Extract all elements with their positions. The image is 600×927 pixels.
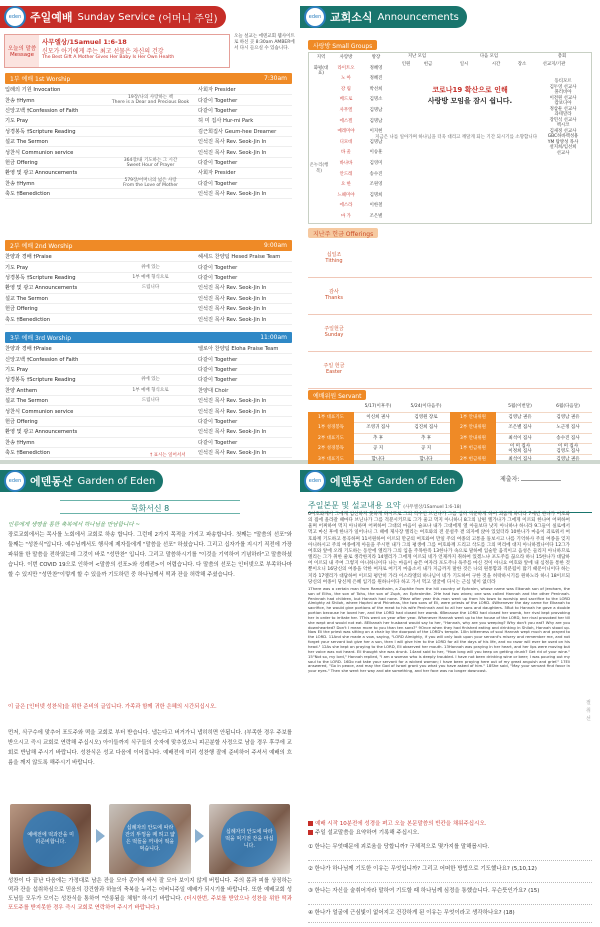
service-2-header	[5, 240, 292, 251]
message-title-en: The Best Gift A Mother Gives Her Baby Is Her Own Health	[42, 55, 175, 60]
offering-label: 주일 헌금 Easter	[323, 363, 345, 375]
group-leader: 김영미	[369, 161, 383, 166]
order-row	[5, 252, 292, 262]
order-row	[5, 273, 292, 283]
group-leader: 김명남	[369, 139, 383, 145]
order-row	[5, 95, 292, 105]
order-row	[5, 158, 292, 168]
corona-line-2: 사랑방 모임을 잠시 쉽니다.	[427, 97, 513, 105]
servants-head	[308, 402, 592, 413]
grid-subhead: 인원	[401, 62, 411, 67]
order-item: 기도 Pray	[5, 118, 29, 125]
announcements-panel	[300, 0, 600, 460]
order-item: 환영 및 광고 Announcements	[5, 285, 78, 292]
group-leader: 정혜진	[369, 76, 383, 82]
group-name: 바 울	[341, 150, 351, 156]
group-name: 느헤미야	[337, 192, 355, 198]
group-name: 사무엘	[339, 108, 353, 113]
sermon-summary-header	[300, 470, 463, 492]
summary-ref: (사무엘상/1Samuel 1:6-18)	[403, 505, 462, 510]
servants-cell: 2부 안내위원	[450, 423, 496, 434]
panel-title-en: Garden of Eden	[377, 475, 456, 487]
servants-head-cell: 5/24(이다음주)	[410, 404, 442, 410]
question-2: ② 한나가 하나님께 기도한 이유는 무엇입니까? 그리고 어떠한 방법으로 기도했나요? (5,10,12)	[308, 866, 537, 872]
group-name: 베드로	[339, 97, 353, 103]
servants-cell: 1부 대표기도	[308, 412, 354, 423]
service-3-time: 11:00am	[260, 334, 287, 341]
group-name: 노 아	[341, 76, 351, 82]
order-detail: 364장/내 기도하는 그 시간 Sweet Hour of Prayer	[123, 157, 178, 168]
servants-cell: 이 미 집사 김영도 집사	[556, 443, 580, 454]
group-leader: 박선희	[369, 86, 383, 92]
mission-item: 멕시코	[556, 123, 570, 128]
order-item: 찬송 †Hymn	[5, 439, 35, 446]
order-detail: 위에 있는	[141, 264, 160, 270]
order-item: 헌금 Offering	[5, 418, 38, 425]
devotion-highlight: 이 글은 [인터넷 성찬식]을 위한 준비의 글입니다. 가족과 함께 귀한 은혜의 시간되십시오.	[8, 704, 217, 710]
order-item: 축도 †Benediction	[5, 191, 51, 198]
group-name: 예레미야	[337, 129, 355, 135]
order-row	[5, 406, 292, 416]
order-item: 기도 Pray	[5, 366, 29, 373]
order-leader: 다같이 Together	[198, 159, 238, 166]
communion-photo-1	[10, 804, 91, 874]
service-2-label: 2부 예배 2nd Worship	[10, 243, 73, 250]
order-leader: 인석진 목사 Rev. Seok-Jin In	[198, 191, 267, 198]
answer-line-4[interactable]	[308, 922, 592, 923]
panel-title-en: Garden of Eden	[77, 475, 156, 487]
order-item: 설교 The Sermon	[5, 295, 49, 302]
grid-head: 지난 모임	[407, 54, 427, 59]
servants-cell: 2부 성경봉독	[308, 444, 354, 455]
square-bullet-icon	[308, 821, 313, 826]
servants-cell: 조은별 집사	[508, 425, 532, 431]
devotion-body-3	[8, 877, 292, 913]
communion-photo-3	[209, 804, 290, 874]
arrow-right-icon	[195, 829, 204, 843]
servants-cell: 2부 대표기도	[308, 433, 354, 444]
photo-caption: 십례자의 안도에 따라 잔의 뚜껑을 떼 띄고 얇은 떡들을 꺼내어 떡을 먹습니다.	[122, 811, 178, 867]
order-leader: 다같이 Together	[198, 107, 238, 114]
order-row	[5, 116, 292, 126]
service-1-label: 1부 예배 1st Worship	[10, 76, 71, 83]
order-leader: 인석진 목사 Rev. Seok-Jin In	[198, 429, 267, 436]
order-row	[5, 386, 292, 396]
order-item: 찬양과 경배 †Praise	[5, 346, 52, 353]
servants-title: 예배위원 Servant	[308, 390, 366, 400]
order-row	[5, 189, 292, 199]
order-row	[5, 106, 292, 116]
grid-subhead: 헌금	[423, 62, 433, 67]
service-2-time: 9:00am	[264, 242, 287, 249]
servants-cell: 이 미 집사 이정희 집사	[508, 443, 532, 454]
instruction-2	[308, 829, 419, 837]
order-detail: 579장/어머니의 넓은 사랑 From the Love of Mother	[122, 178, 179, 189]
servants-cell: 공 지	[420, 446, 432, 452]
servants-head-cell: 5/17(이후주)	[364, 404, 392, 410]
order-item: 환영 및 광고 Announcements	[5, 429, 78, 436]
grid-head: 다음 모임	[479, 54, 499, 59]
order-leader: 김근희집사 Geum-hee Dreamer	[198, 128, 277, 135]
order-row	[5, 375, 292, 385]
group-leader: 김명남	[369, 108, 383, 113]
devotion-body-2: 먼저, 식구수에 맞추어 포도주와 떡을 교회로 부터 받습니다. 냅는다고 버거가니 냅히히면 안됩니다. (부족한 경우 주보를 받으시고 즉시 교회로 연락해 주십시오) 아이들까지 식구들의 숫자에 맞추었으니 피곤분할 사정으로 남을 경우 후쿠에 교회로 반납해 주시기 바랍니다. 성찬식은 성교 다음에 이어집니다. 예배전에 미리 성찬행 잘에 준비하어 주셔서 예배의 흐름을 깨지 않도록 해주시기 바랍니다.	[8, 730, 292, 766]
order-item: 신앙고백 †Confession of Faith	[5, 107, 79, 114]
order-leader: 헤세드 찬양팀 Hesed Praise Team	[198, 254, 281, 261]
servants-cell: 1부 안내위원	[450, 412, 496, 423]
mission-item: YM 탐방성 목사	[547, 139, 579, 145]
order-leader: 사회자 Presider	[198, 170, 236, 177]
church-logo-icon: eden	[304, 470, 326, 492]
order-item: 설교 The Sermon	[5, 139, 49, 146]
grid-subhead: 장소	[517, 62, 527, 67]
message-row	[4, 34, 296, 68]
order-item: 신앙고백 †Confession of Faith	[5, 356, 79, 363]
order-row	[5, 85, 292, 95]
mission-item: 장민석 선교사	[549, 117, 577, 123]
panel-title: 에덴동산	[330, 475, 373, 488]
servants-cell: 합니다	[371, 456, 385, 462]
servants-cell: 이신희 권사	[366, 414, 390, 420]
order-row	[5, 127, 292, 137]
instruction-2-text: 주일 설교말씀을 요약하여 기록해 주십시오.	[315, 830, 420, 836]
order-leader: 인석진 목사 Rev. Seok-Jin In	[198, 398, 267, 405]
message-box	[4, 34, 230, 68]
region-label: 화평(대표)	[313, 65, 329, 77]
order-row	[5, 438, 292, 448]
message-reference: 사무엘상/1Samuel 1:6-18	[42, 38, 127, 46]
replay-note: 오늘 설교는 에덴교회 웹사이트로 하신 곳 8:30am AMBER에서 다시 들으실 수 있습니다.	[234, 34, 295, 51]
panel-title-en: Sunday Service	[77, 11, 156, 23]
order-leader: 엘로아 찬양팀 Eloha Praise Team	[198, 346, 279, 353]
devotion-title: 묵화서신 8	[60, 500, 240, 514]
church-logo-icon: eden	[304, 6, 326, 28]
answer-line-2[interactable]	[308, 882, 592, 883]
order-leader: 다같이 Together	[198, 356, 238, 363]
order-item: 찬양 Anthem	[5, 387, 38, 394]
order-leader: 다같이 Together	[198, 439, 238, 446]
submitter-label: 제출자:	[500, 476, 520, 483]
answer-line-1[interactable]	[308, 860, 592, 861]
order-item: 성찬식 Communion service	[5, 149, 74, 156]
order-detail: 1부 예배 형식으로	[132, 274, 169, 280]
order-leader: 다같이 Together	[198, 274, 238, 281]
order-row	[5, 314, 292, 324]
group-leader: 조은별	[369, 214, 383, 219]
order-leader: 인석진 목사 Rev. Seok-Jin In	[198, 139, 267, 146]
scripture-korean: 6여호와께서 그에게 임신하지 못하게 하시므로 그의 적수인 브닌나가 그를 심히 격분하게 하여 괴롭게 하더라 7매년 한나가 여호와의 집에 올라갈 때마다 브닌나가 그를 격분시키므로 그가 울고 먹지 아니하니 8그의 남편 엘가나가 그에게 이르되 한나여 어찌하여 울며 어찌하여 먹지 아니하며 어찌하여 그대의 마음이 슬프냐 내가 그대에게 열 아들보다 낫지 아니하냐 하니라 9그들이 실로에서 먹고 마신 후에 한나가 일어나니 그 때에 제사장 엘리는 여호와의 전 문설주 곁 의자에 앉아 있었더라 10한나가 마음이 괴로워서 여호와께 기도하고 통곡하며 11서원하여 이르되 만군의 여호와여 만일 주의 여종의 고통을 돌보시고 나를 기억하사 주의 여종을 잊지 아니하시고 주의 여종에게 아들을 주시면 내가 그의 평생에 그를 여호와께 드리고 삭도를 그의 머리에 대지 아니하겠나이다 12그가 여호와 앞에 오래 기도하는 동안에 엘리가 그의 입을 주목한즉 13한나가 속으로 말하매 입술만 움직이고 음성은 들리지 아니하므로 엘리는 그가 취한 줄로 생각한지라 14엘리가 그에게 이르되 네가 언제까지 취하여 있겠느냐 포도주를 끊으라 하니 15한나가 대답하여 이르되 내 주여 그렇지 아니하니이다 나는 마음이 슬픈 여자라 포도주나 독주를 마신 것이 아니요 여호와 앞에 내 심정을 통한 것뿐이오니 16당신의 여종을 악한 여자로 여기지 마옵소서 내가 지금까지 말한 것은 나의 원통함과 격분됨이 많기 때문이니이다 하는지라 17엘리가 대답하여 이르되 평안히 가라 이스라엘의 하나님이 네가 기도하여 구한 것을 허락하시기를 원하노라 하니 18이르되 당신의 여종이 당신께 은혜 입기를 원하나이다 하고 가서 먹고 얼굴에 다시는 근심 빛이 없더라	[308, 512, 570, 585]
cut-line-label: 절취선	[586, 700, 591, 722]
order-leader: 다같이 Together	[198, 264, 238, 271]
order-leader: 인석진 목사 Rev. Seok-Jin In	[198, 316, 267, 323]
arrow-right-icon	[96, 829, 105, 843]
order-leader: 인석진 목사 Rev. Seok-Jin In	[198, 450, 267, 457]
order-item: 찬송 †Hymn	[5, 180, 35, 187]
order-row	[5, 354, 292, 364]
order-item: 환영 및 광고 Announcements	[5, 170, 78, 177]
devotion-body-1: 장로교회에서는 목사를 노회에서 교회로 하송 합니다. 그런데 2가지 목적을 가지고 파송합니다. 첫째는 "말씀의 선포"와 둘째는 "성찬식"입니다. 예수님께서도 행식에 제자들에게 "말씀을 선포" 하셨습니다. 그리고 십자가를 지시기 직전에 가장 파워를 한 말씀을 전하였는데 그것이 바로 "성만찬" 입니다. 그리고 말씀하시기를 "이것을 기억하여 기념하라"고 말씀하셨습니다. 이번 COVID 19으로 인하여 <말씀의 선포>와 성례전>이 어렵습니다. 다 말씀의 선포는 인터넷으로 부족하나마 할 수 있지만 "성만찬"이렇게 할 수 있을까 기도하던 중 하나님께서 떡과 잔을 허락해 주셨습니다.	[8, 532, 292, 578]
servants-cell: 김영남 권유	[508, 414, 532, 420]
offering-row	[308, 277, 592, 315]
offerings-title: 지난주 헌금 Offerings	[308, 228, 378, 238]
order-detail: 드립니다	[141, 398, 160, 404]
order-item: 성찬식 Communion service	[5, 408, 74, 415]
order-row	[5, 427, 292, 437]
order-item: 헌금 Offering	[5, 159, 38, 166]
servants-cell: 3부 대표기도	[308, 454, 354, 465]
order-leader: 인석진 목사 Rev. Seok-Jin In	[198, 285, 267, 292]
sunday-service-panel	[0, 0, 300, 460]
order-leader: 다같이 Together	[198, 180, 238, 187]
offering-label: 주일헌금 Sunday	[324, 326, 344, 338]
group-name: 요 한	[341, 182, 351, 188]
servants-cell: 추 후	[420, 435, 432, 441]
service-1-time: 7:30am	[264, 75, 287, 82]
order-item: 찬양과 경배 †Praise	[5, 254, 52, 261]
devotion-panel	[0, 464, 300, 927]
group-name: 사랑방	[339, 55, 353, 60]
communion-photo-2	[109, 804, 190, 874]
order-row	[5, 179, 292, 189]
question-3: ③ 한나는 자신을 술취어자라 말하여 기도할 때 하나님께 심정을 통했습니다. 무슨뜻인가요? (15)	[308, 888, 540, 894]
announcements-header	[300, 6, 467, 28]
order-item: 성경봉독 †Scripture Reading	[5, 377, 76, 384]
order-row	[5, 396, 292, 406]
order-detail: 드립니다	[141, 285, 160, 291]
group-name: 에스라	[339, 203, 353, 209]
offering-row	[308, 240, 592, 278]
order-leader: 인석진 목사 Rev. Seok-Jin In	[198, 306, 267, 313]
mission-item: 김두영 선교사	[549, 84, 577, 90]
servants-cell: 송수진 집사	[556, 435, 580, 441]
message-label: 오늘의 말씀 Message	[5, 35, 39, 67]
group-leader: 김명희	[369, 192, 383, 198]
order-detail: 1부 예배 형식으로	[132, 387, 169, 393]
order-leader: 인석진 목사 Rev. Seok-Jin In	[198, 149, 267, 156]
servants-head-cell: 5월(이번달)	[508, 404, 532, 410]
order-item: 기도 Pray	[5, 264, 29, 271]
sermon-summary-panel	[300, 464, 600, 927]
church-logo-icon: eden	[4, 470, 26, 492]
servants-cell: 김영남 권유	[556, 456, 580, 462]
servants-cell: 김영남 권유	[556, 414, 580, 420]
order-detail: 위에 있는	[141, 377, 160, 383]
devotion-subtitle: 인류에게 생명을 통한 축복에서 하나님을 만남합니다 ~	[8, 522, 140, 528]
sunday-service-header	[0, 6, 226, 28]
group-leader: 이승훈	[369, 150, 383, 156]
servants-cell: 김영원 장로	[414, 414, 438, 420]
order-item: 축도 †Benediction	[5, 316, 51, 323]
order-item: 헌금 Offering	[5, 306, 38, 313]
mission-item: 동티모르	[554, 79, 572, 84]
order-item: 성경봉독 †Scripture Reading	[5, 128, 76, 135]
group-name: 에스겔	[339, 118, 353, 124]
panel-title-note: (어머니 주일)	[158, 13, 218, 25]
grid-subhead: 시간	[491, 62, 501, 67]
submitter-field[interactable]	[500, 474, 561, 483]
order-row	[5, 365, 292, 375]
offering-label: 감사 Thanks	[325, 289, 343, 301]
order-leader: 다같이 Together	[198, 366, 238, 373]
order-row	[5, 344, 292, 354]
communion-photos	[10, 804, 290, 874]
scripture-english: 1There was a certain man from Ramathaim, a Zuphite from the hill country of Ephraim, whose name was Elkanah son of Jeroham, the son of Elihu, the son of Tohu, the son of Zuph, an Ephraimite. 2He had two wives; one was called Hannah and the other Peninnah. Peninnah had children, but Hannah had none. 3Year after year this man went up from his town to worship and sacrifice to the LORD Almighty at Shiloh, where Hophni and Phinehas, the two sons of Eli, were priests of the LORD. 4Whenever the day came for Elkanah to sacrifice, he would give portions of the meat to his wife Peninnah and to all her sons and daughters. 5But to Hannah he gave a double portion because he loved her, and the LORD had closed her womb. 6Because the LORD had closed her womb, her rival kept provoking her in order to irritate her. 7This went on year after year. Whenever Hannah went up to the house of the LORD, her rival provoked her till she wept and would not eat. 8Elkanah her husband would say to her, "Hannah, why are you weeping? Why don't you eat? Why are you downhearted? Don't I mean more to you than ten sons?" 9Once when they had finished eating and drinking in Shiloh, Hannah stood up. Now Eli the priest was sitting on a chair by the doorpost of the LORD's temple. 10In bitterness of soul Hannah wept much and prayed to the LORD. 11And she made a vow, saying, "LORD Almighty, if you will only look upon your servant's misery and remember me, and not forget your servant but give her a son, then I will give him to the LORD for all the days of his life, and no razor will ever be used on his head." 12As she kept on praying to the LORD, Eli observed her mouth. 13Hannah was praying in her heart, and her lips were moving but her voice was not heard. Eli thought she was drunk. 14and said to her, "How long will you keep on getting drunk? Get rid of your wine." 15"Not so, my lord," Hannah replied, "I am a woman who is deeply troubled. I have not been drinking wine or beer; I was pouring out my soul to the LORD. 16Do not take your servant for a wicked woman; I have been praying here out of my great anguish and grief." 17Eli answered, "Go in peace, and may the God of Israel grant you what you have asked of him." 18She said, "May your servant find favor in your eyes." Then she went her way and ate something, and her face was no longer downcast.	[308, 585, 570, 674]
grid-subhead: 선교지/기관	[542, 62, 566, 67]
servants-cell: 1부 성경봉독	[308, 423, 354, 434]
summary-title-text: 주일본문 및 설교내용 요약	[308, 501, 401, 510]
order-leader: 허 미 집사 Hur-mi Park	[198, 118, 254, 125]
square-bullet-icon	[308, 830, 313, 835]
mission-item: 과테말라	[554, 112, 572, 117]
servants-row	[308, 434, 592, 445]
question-4: ④ 한나가 얼굴에 근심빛이 없어지고 건강하게 된 이유는 무엇이라고 생각하나요? (18)	[308, 910, 515, 916]
servants-cell: 1부 헌금위원	[450, 444, 496, 455]
group-leader: 정혜영	[369, 65, 383, 71]
panel-title: 에덴동산	[30, 475, 73, 488]
mission-item: 선교사	[556, 150, 570, 156]
mission-item: 김새정 선교사	[549, 128, 577, 134]
group-name: 디모데	[339, 139, 353, 145]
order-item: 축도 †Benediction	[5, 450, 51, 457]
servants-cell: 노근정 집사	[556, 425, 580, 431]
servants-cell: 최석이 집사	[508, 435, 532, 441]
order-row	[5, 304, 292, 314]
mission-item: 정삼둔 선교사	[549, 106, 577, 112]
order-item: 성경봉독 †Scripture Reading	[5, 274, 76, 281]
corona-line-1: 코로나19 확산으로 인해	[432, 86, 508, 94]
servants-row	[308, 423, 592, 434]
grid-head: 총회	[557, 54, 567, 59]
service-3-header	[5, 332, 292, 343]
mission-item: 캄보디아	[554, 101, 572, 106]
message-title: 신모가 아기에게 주는 최고 선물은 자신의 건강	[42, 48, 164, 55]
photo-caption: 십례자의 안도에 따라 떡을 먹기전 잔을 마십니다.	[221, 811, 277, 867]
mission-item: 설지희/임선희	[549, 145, 577, 150]
handwritten-note: 지금은 나를 일아가며 하나님을 더욱 대리고 깨달게 되는 기간 되시기를 소망합니다	[375, 135, 538, 140]
order-row	[5, 417, 292, 427]
corona-notice	[420, 85, 520, 125]
order-row	[5, 262, 292, 272]
servants-cell: 2부 헌금위원	[450, 454, 496, 465]
order-item: 찬송 †Hymn	[5, 97, 35, 104]
group-leader: 송수진	[369, 171, 383, 177]
standing-footnote: † 표시는 일어서서	[150, 453, 186, 458]
order-row	[5, 137, 292, 147]
group-leader: 조원영	[369, 182, 383, 188]
servants-cell: 합니다	[419, 456, 433, 462]
order-leader: 인석진 목사 Rev. Seok-Jin In	[198, 408, 267, 415]
answer-line-3[interactable]	[308, 904, 592, 905]
panel-title-en: Announcements	[377, 11, 459, 23]
devotion-body-3-text: 성찬이 다 끝난 다음에는 가정대로 남은 잔을 모아 종이에 싸서 잘 모아 보이지 않게 버립니다. 주의 몸과 피를 상징하는 떡과 잔을 섭취하심으로 믿음의 강건함과 하늘의 축복을 누리는 어버니주일 예배가 되시기를 바랍니다. 또한 예배교회 성도님들 모두가 모이는 성찬식을 통하여 "안롱됨을 체험" 하시기 바랍니다.	[8, 878, 292, 902]
order-item: 설교 The Sermon	[5, 398, 49, 405]
group-name: 안드레	[339, 171, 353, 177]
small-groups-title: 사랑방 Small Groups	[308, 40, 377, 50]
group-leader: 김명남	[369, 118, 383, 124]
order-leader: 다같이 Together	[198, 377, 238, 384]
order-detail: 19장/나의 사랑하는 책 There is a Dear and Precious Book	[111, 95, 190, 106]
devotion-header	[0, 470, 163, 492]
photo-caption: 예배전에 떡과잔을 미리준비합니다.	[23, 811, 79, 867]
offering-row	[308, 314, 592, 352]
order-row	[5, 448, 292, 458]
group-name: 라이트오	[337, 65, 355, 71]
servants-head-cell: 6월(다음달)	[556, 404, 580, 410]
offering-row	[308, 351, 592, 389]
servants-cell: 최석이 집사	[508, 456, 532, 462]
servants-row	[308, 413, 592, 424]
region-label: 지역	[316, 55, 326, 60]
servants-cell: 김진희 집사	[414, 425, 438, 431]
servants-row	[308, 444, 592, 455]
order-leader: 다같이 Together	[198, 97, 238, 104]
instruction-1-text: 예배 시작 10분전에 성경을 펴고 오늘 본문말씀의 빈칸을 채워주십시오.	[315, 821, 487, 827]
order-leader: 인석진 목사 Rev. Seok-Jin In	[198, 295, 267, 302]
order-item: 입례의 기원 Invocation	[5, 87, 61, 94]
order-leader: 찬양대 Choir	[198, 387, 229, 394]
region-label: 온누리(행복)	[309, 163, 329, 174]
servants-cell: 추 후	[372, 435, 384, 441]
group-name: 바나바	[339, 161, 353, 166]
summary-body	[308, 512, 570, 674]
service-1-header	[5, 73, 292, 84]
panel-title: 교회소식	[330, 11, 373, 24]
servants-cell: 공 지	[372, 446, 384, 452]
group-leader: 방장	[371, 55, 381, 60]
order-leader: 사회자 Presider	[198, 87, 236, 94]
service-3-label: 3부 예배 3rd Worship	[10, 335, 72, 342]
grid-subhead: 일시	[459, 62, 469, 67]
order-row	[5, 283, 292, 293]
church-logo-icon: eden	[4, 6, 26, 28]
panel-title: 주일예배	[30, 11, 73, 24]
servants-cell: 3부 안내위원	[450, 433, 496, 444]
mission-item: 이전원 선교사	[549, 95, 577, 101]
devotion-body-3-red: (더시한번, 주보를 받았으나 성찬을 위한 떡과 포도주를 받지못한 경우 즉시 교회로 연락하여 주시기 바랍니다.)	[8, 896, 292, 911]
group-name: 마 가	[341, 214, 351, 219]
order-leader: 다같이 Together	[198, 418, 238, 425]
order-row	[5, 147, 292, 157]
order-row	[5, 294, 292, 304]
group-leader: 이한철	[369, 203, 383, 209]
instruction-1	[308, 820, 487, 828]
group-leader: 이지현	[369, 129, 383, 135]
question-1: ① 한나는 무엇때문에 괴로움을 당합니까? 구체적으로 몇가지를 말해봅시다.	[308, 844, 490, 850]
group-name: 강 림	[341, 86, 351, 92]
mission-item: 풀러비아	[554, 90, 572, 95]
offering-label: 십일조 Tithing	[325, 252, 343, 264]
group-leader: 김명소	[369, 97, 383, 103]
mission-item: GBC하바렉성용	[547, 134, 579, 139]
servants-cell: 조영귀 집사	[366, 425, 390, 431]
